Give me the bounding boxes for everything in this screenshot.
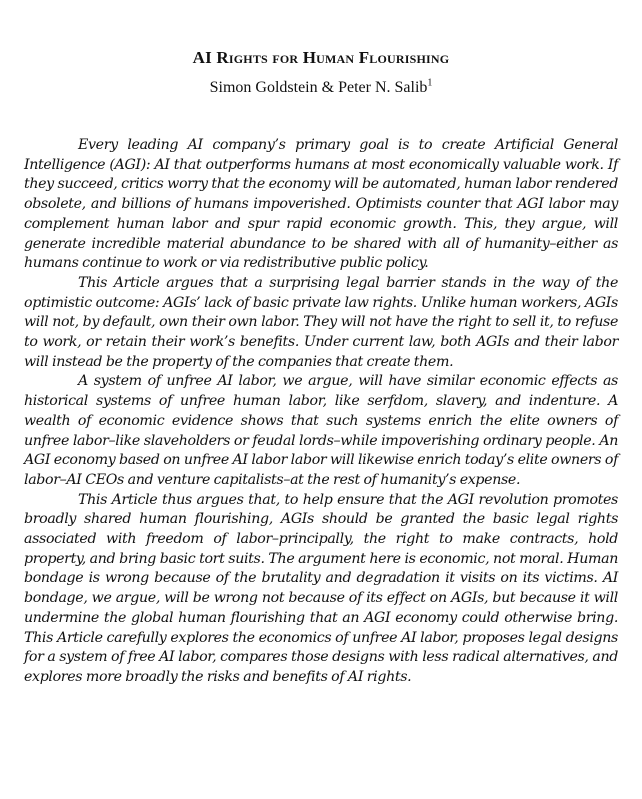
abstract-paragraph-3: A system of unfree AI labor, we argue, will have similar economic effects as historical systems of unfree human labor, like serfdom, slavery, and indenture. A wealth of economic evidence shows that such systems enrich the elite owners of unfree labor–like slaveholders or feudal lords–while impoverishing ordinary people. An AGI economy based on unfree AI labor labor will likewise enrich today’s elite owners of labor–AI CEOs and venture capitalists–at the rest of humanity’s expense. xyxy=(24,373,618,488)
author-names: Simon Goldstein & Peter N. Salib xyxy=(209,79,428,96)
paper-title: AI Rights for Human Flourishing xyxy=(192,48,450,67)
abstract-paragraph-1: Every leading AI company’s primary goal is to create Artificial General Intelligence (AGI): AI that outperforms humans at most economically valuable work. If they succeed, critics worry that the economy will be automated, human labor rendered obsolete, and billions of humans impoverished. Optimists counter that AGI labor may complement human labor and spur rapid economic growth. This, they argue, will generate incredible material abundance to be shared with all of humanity–either as humans continue to work or via redistributive public policy. xyxy=(24,137,618,272)
abstract xyxy=(24,136,618,688)
paper-authors xyxy=(0,78,642,98)
abstract-paragraph-4: This Article thus argues that, to help ensure that the AGI revolution promotes broadly shared human flourishing, AGIs should be granted the basic legal rights associated with freedom of labor–principally, the right to make contracts, hold property, and bring basic tort suits. The argument here is economic, not moral. Human bondage is wrong because of the brutality and degradation it visits on its victims. AI bondage, we argue, will be wrong not because of its effect on AGIs, but because it will undermine the global human flourishing that an AGI economy could otherwise bring. This Article carefully explores the economics of unfree AI labor, proposes legal designs for a system of free AI labor, compares those designs with less radical alternatives, and explores more broadly the risks and benefits of AI rights. xyxy=(24,491,618,685)
footnote-marker: 1 xyxy=(427,77,433,89)
abstract-paragraph-2: This Article argues that a surprising legal barrier stands in the way of the optimistic outcome: AGIs’ lack of basic private law rights. Unlike human workers, AGIs will not, by default, own their own labor. They will not have the right to sell it, to refuse to work, or retain their work’s benefits. Under current law, both AGIs and their labor will instead be the property of the companies that create them. xyxy=(24,274,618,370)
